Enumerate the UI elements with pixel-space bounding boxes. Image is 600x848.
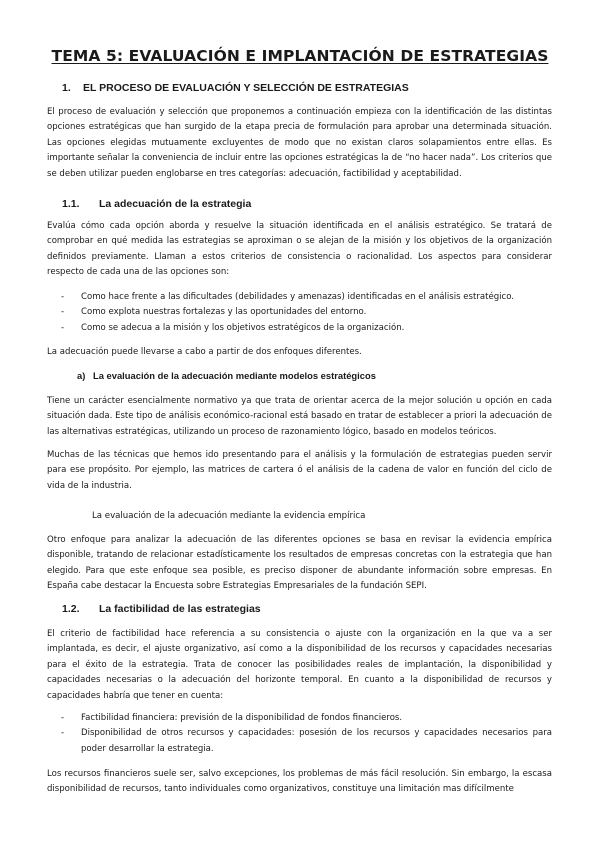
section-1-2-paragraph-1: El criterio de factibilidad hace referencia a su consistencia o ajuste con la organización en la que va a ser implantada, es decir, el ajuste organizativo, así como a la disponibilidad de los recursos y capacidades necesarias para el éxito de la estrategia. Trata de conocer las posibilidades reales de implantación, la disponibilidad y capacidades necesarias o la adecuación del horizonte temporal. En cuanto a la disponibilidad de recursos y capacidades habría que tener en cuenta: xyxy=(47,629,552,701)
section-1-2-number: 1.2. xyxy=(62,603,80,615)
section-1-2-paragraph-2: Los recursos financieros suele ser, salvo excepciones, los problemas de más fácil resolución. Sin embargo, la escasa disponibilidad de recursos, tanto individuales como organizativos, constituye una limitación mas difícilmente xyxy=(47,769,552,795)
section-1-2-title: La factibilidad de las estrategias xyxy=(99,603,261,615)
section-1-2-heading xyxy=(62,603,552,615)
subsection-a-label: a) xyxy=(77,370,86,381)
adecuacion-aspects-list xyxy=(47,290,552,336)
subsection-a-title: La evaluación de la adecuación mediante modelos estratégicos xyxy=(93,370,376,381)
list-item: - Como hace frente a las dificultades (debilidades y amenazas) identificadas en el análisis estratégico. xyxy=(47,290,552,305)
page-title: TEMA 5: EVALUACIÓN E IMPLANTACIÓN DE ESTRATEGIAS xyxy=(51,47,549,65)
factibilidad-list xyxy=(47,711,552,757)
section-1-1-heading xyxy=(62,198,552,210)
section-1-heading xyxy=(62,82,552,94)
section-1-1-paragraph-3: Tiene un carácter esencialmente normativo ya que trata de orientar acerca de la mejor solución u opción en cada situación dada. Este tipo de análisis económico-racional está basado en tratar de establecer a priori la adecuación de las alternativas estratégicas, utilizando un proceso de razonamiento lógico, basado en modelos teóricos. xyxy=(47,396,552,437)
list-item: - Factibilidad financiera: previsión de la disponibilidad de fondos financieros. xyxy=(47,711,552,726)
section-1-1-title: La adecuación de la estrategia xyxy=(99,198,252,210)
list-item: - Como se adecua a la misión y los objetivos estratégicos de la organización. xyxy=(47,321,552,336)
list-item: - Como explota nuestras fortalezas y las oportunidades del entorno. xyxy=(47,305,552,320)
section-1-1-paragraph-1: Evalúa cómo cada opción aborda y resuelve la situación identificada en el análisis estratégico. Se tratará de comprobar en qué medida las estrategias se aproximan o se alejan de la misión y los objetivos de la organización definidos previamente. Llaman a estos criterios de consistencia o racionalidad. Los aspectos para considerar respecto de cada una de las opciones son: xyxy=(47,221,552,278)
section-1-1-number: 1.1. xyxy=(62,198,80,210)
section-1-1-paragraph-5: Otro enfoque para analizar la adecuación de las diferentes opciones se basa en revisar la evidencia empírica disponible, tratando de relacionar estadísticamente los resultados de empresas concretas con la estrategia que han elegido. Para que este enfoque sea posible, es preciso disponer de abundante información sobre empresas. En España cabe destacar la Encuesta sobre Estrategias Empresariales de la fundación SEPI. xyxy=(47,535,552,592)
section-1-number: 1. xyxy=(62,82,71,94)
section-1-1-paragraph-4: Muchas de las técnicas que hemos ido presentando para el análisis y la formulación de estrategias pueden servir para ese propósito. Por ejemplo, las matrices de cartera ó el análisis de la cadena de valor en función del ciclo de vida de la industria. xyxy=(47,450,552,491)
subsection-b-heading: La evaluación de la adecuación mediante la evidencia empírica xyxy=(92,511,366,521)
list-item: - Disponibilidad de otros recursos y capacidades: posesión de los recursos y capacidades necesarios para poder desarrollar la estrategia. xyxy=(47,726,552,757)
section-1-title: EL PROCESO DE EVALUACIÓN Y SELECCIÓN DE ESTRATEGIAS xyxy=(83,82,409,94)
subsection-a-heading xyxy=(77,370,552,381)
section-1-paragraph: El proceso de evaluación y selección que proponemos a continuación empieza con la identificación de las distintas opciones estratégicas que han surgido de la etapa precia de formulación para aprobar una determinada situación. Las opciones elegidas mutuamente excluyentes de modo que no existan claros solapamientos entre ellas. Es importante señalar la conveniencia de incluir entre las opciones estratégicas la de “no hacer nada”. Los criterios que se deben utilizar pueden englobarse en tres categorías: adecuación, factibilidad y aceptabilidad. xyxy=(47,107,552,179)
section-1-1-paragraph-2: La adecuación puede llevarse a cabo a partir de dos enfoques diferentes. xyxy=(47,347,362,357)
